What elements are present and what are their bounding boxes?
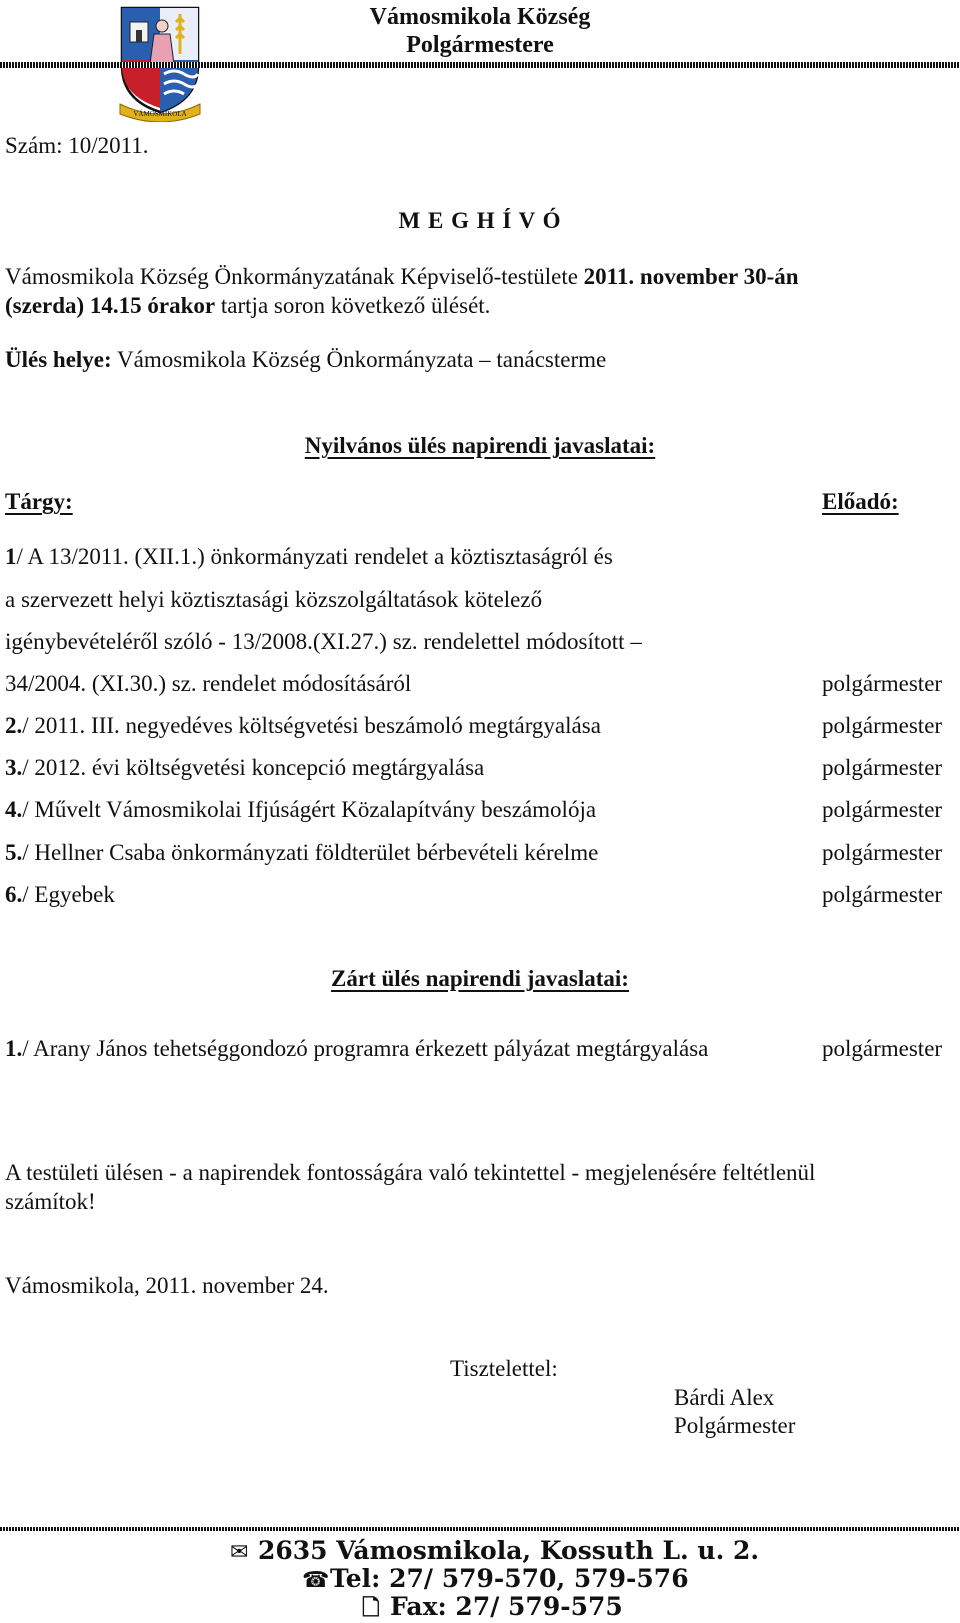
venue-label: Ülés helye: <box>5 347 112 372</box>
document-title: M E G H Í V Ó <box>398 208 562 233</box>
footer-divider <box>0 1527 960 1531</box>
agenda-item-4-presenter: polgármester <box>822 797 943 822</box>
agenda-item-5: 5./ Hellner Csaba önkormányzati földterület bérbevételi kérelme <box>5 840 599 865</box>
public-agenda-heading: Nyilvános ülés napirendi javaslatai: <box>304 433 656 458</box>
agenda-item-1-presenter: polgármester <box>822 671 943 696</box>
agenda-item-4: 4./ Művelt Vámosmikolai Ifjúságért Közalapítvány beszámolója <box>5 797 597 822</box>
place-and-date: Vámosmikola, 2011. november 24. <box>5 1273 329 1298</box>
intro-line-1: Vámosmikola Község Önkormányzatának Képviselő-testülete 2011. november 30-án <box>5 264 799 289</box>
agenda-item-1-line-4: 34/2004. (XI.30.) sz. rendelet módosításáról <box>5 671 412 696</box>
signatory-name: Bárdi Alex <box>674 1385 775 1410</box>
header-mayor-office: Polgármestere <box>406 32 554 58</box>
reference-number: Szám: 10/2011. <box>5 133 149 158</box>
agenda-item-2-presenter: polgármester <box>822 713 943 738</box>
agenda-item-6: 6./ Egyebek <box>5 882 115 907</box>
svg-text:VÁMOSMIKOLA: VÁMOSMIKOLA <box>133 110 187 118</box>
footer-tel: ☎Tel: 27/ 579-570, 579-576 <box>302 1564 689 1593</box>
header-municipality: Vámosmikola Község <box>369 4 591 30</box>
presenter-label: Előadó: <box>822 489 899 514</box>
phone-icon: ☎ <box>302 1568 330 1593</box>
regards: Tisztelettel: <box>450 1356 558 1381</box>
subject-label: Tárgy: <box>5 489 73 514</box>
agenda-item-2: 2./ 2011. III. negyedéves költségvetési beszámoló megtárgyalása <box>5 713 601 738</box>
agenda-item-1-line-1: 1/ A 13/2011. (XII.1.) önkormányzati rendelet a köztisztaságról és <box>5 544 613 569</box>
agenda-item-1-line-3: igénybevételéről szóló - 13/2008.(XI.27.) sz. rendelettel módosított – <box>5 629 642 654</box>
intro-line-2: (szerda) 14.15 órakor tartja soron következő ülését. <box>5 293 491 318</box>
header-divider <box>0 62 960 68</box>
signatory-role: Polgármester <box>674 1413 796 1438</box>
closing-line-2: számítok! <box>5 1189 96 1214</box>
footer-address: ✉ 2635 Vámosmikola, Kossuth L. u. 2. <box>230 1536 760 1565</box>
agenda-item-6-presenter: polgármester <box>822 882 943 907</box>
agenda-item-3-presenter: polgármester <box>822 755 943 780</box>
envelope-icon: ✉ <box>230 1540 249 1565</box>
agenda-item-1-line-2: a szervezett helyi köztisztasági közszolgáltatások kötelező <box>5 587 543 612</box>
closed-agenda-item-1: 1./ Arany János tehetséggondozó programra érkezett pályázat megtárgyalása <box>5 1036 709 1061</box>
page-icon: 🗋 <box>362 1596 380 1621</box>
closed-agenda-heading: Zárt ülés napirendi javaslatai: <box>331 966 629 991</box>
venue-line: Ülés helye: Vámosmikola Község Önkormányzata – tanácsterme <box>5 347 607 372</box>
closing-line-1: A testületi ülésen - a napirendek fontosságára való tekintettel - megjelenésére feltétlenül <box>5 1160 816 1185</box>
agenda-item-3: 3./ 2012. évi költségvetési koncepció megtárgyalása <box>5 755 485 780</box>
agenda-item-5-presenter: polgármester <box>822 840 943 865</box>
closed-agenda-item-1-presenter: polgármester <box>822 1036 943 1061</box>
footer-fax: 🗋 Fax: 27/ 579-575 <box>362 1592 623 1621</box>
